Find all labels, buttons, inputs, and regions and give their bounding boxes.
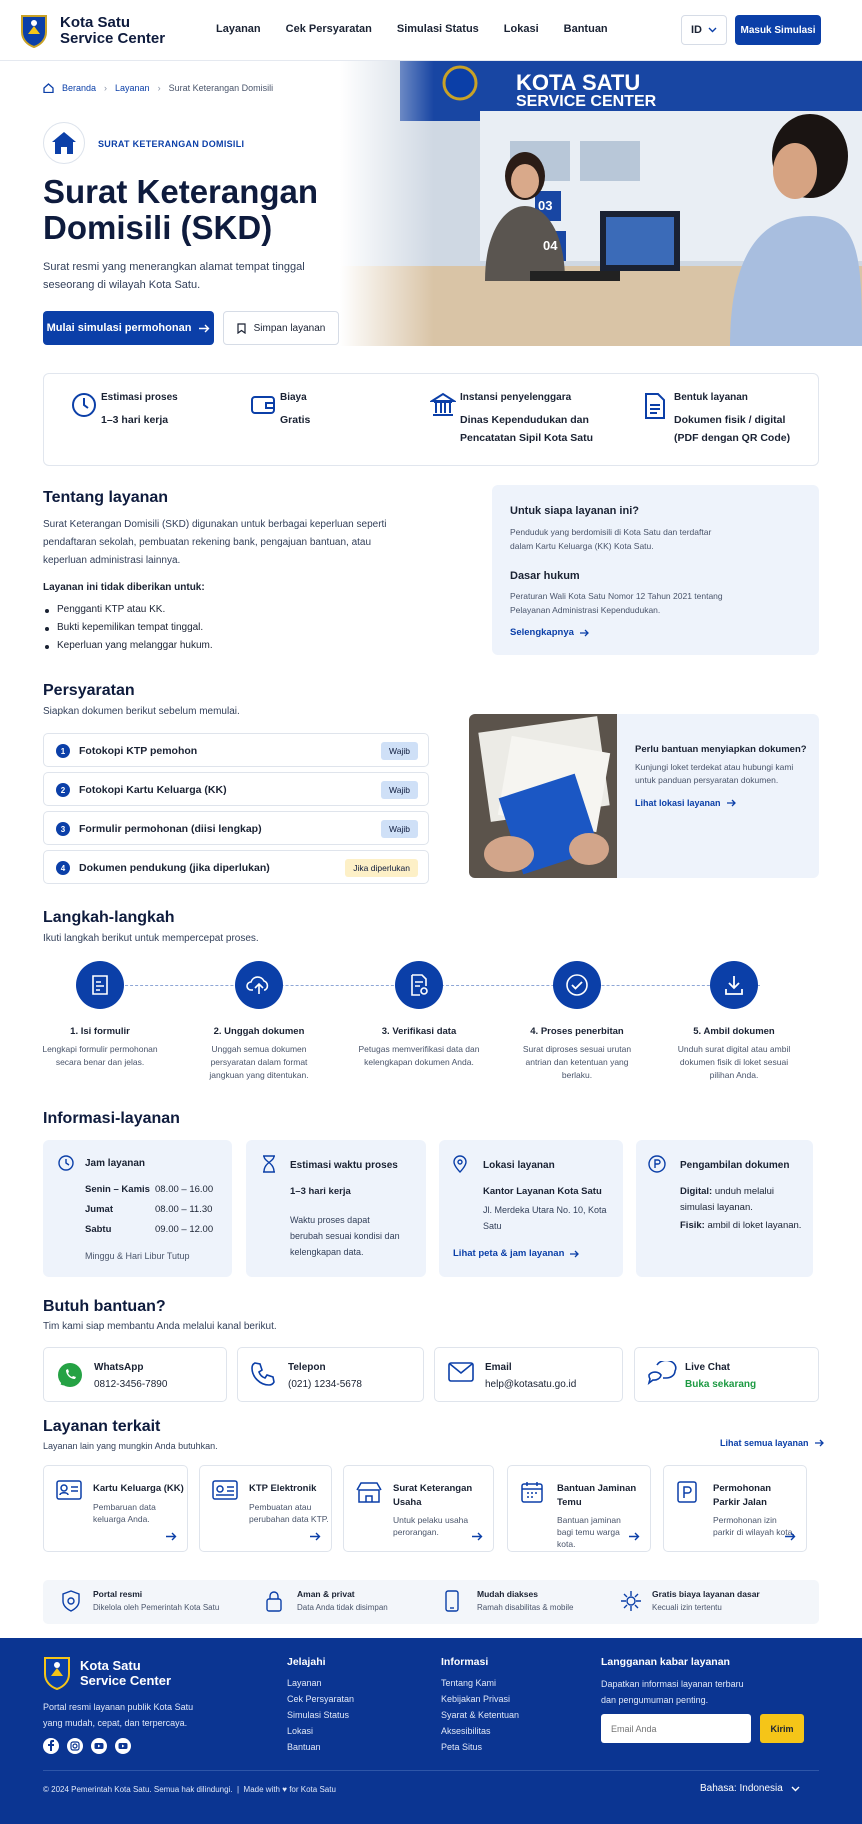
contact-label: WhatsApp: [94, 1362, 144, 1373]
newsletter-body: Dapatkan informasi layanan terbaru dan pengumuman penting.: [601, 1679, 744, 1705]
footer-col1-title: Jelajahi: [287, 1656, 326, 1668]
hours-time: 08.00 – 16.00: [155, 1184, 214, 1195]
mobile-phone-icon: [445, 1590, 459, 1612]
step-2-circle: [235, 961, 283, 1009]
step-desc: Petugas memverifikasi data dan kelengkapan dokumen Anda.: [358, 1044, 480, 1067]
main-nav: [216, 23, 633, 35]
arrow-right-icon: [785, 1532, 796, 1541]
required-badge: Wajib: [381, 781, 418, 799]
pickup-digital: [680, 1184, 805, 1216]
document-help-panel: [469, 714, 819, 878]
service-summary: [43, 373, 819, 466]
related-card-parkir[interactable]: [663, 1465, 807, 1552]
check-circle-icon: [565, 973, 589, 997]
start-simulation-label: Mulai simulasi permohonan: [46, 322, 192, 334]
related-card-title: Permohonan Parkir Jalan: [713, 1483, 772, 1508]
step-title: 3. Verifikasi data: [381, 1026, 457, 1037]
not-for-item: Bukti kepemilikan tempat tinggal.: [57, 622, 204, 633]
requirement-item: [43, 811, 429, 845]
parking-icon: [676, 1480, 698, 1504]
arrow-right-icon: [727, 799, 737, 807]
breadcrumb-current: Surat Keterangan Domisili: [168, 83, 274, 93]
phone-icon: [250, 1361, 276, 1387]
start-simulation-button[interactable]: [43, 311, 214, 345]
hours-day: Senin – Kamis: [85, 1184, 150, 1195]
hours-day: Sabtu: [85, 1224, 112, 1235]
trust-desc: Kecuali izin tertentu: [652, 1603, 722, 1612]
step-1-circle: [76, 961, 124, 1009]
footer-link[interactable]: Lokasi: [287, 1726, 314, 1736]
wallet-icon: [250, 392, 276, 416]
footer-link[interactable]: Kebijakan Privasi: [441, 1694, 511, 1704]
footer-language-value: Bahasa: Indonesia: [700, 1783, 783, 1794]
nav-cek-persyaratan[interactable]: Cek Persyaratan: [285, 23, 372, 35]
not-for-title: Layanan ini tidak diberikan untuk:: [43, 582, 205, 593]
footer-link[interactable]: Layanan: [287, 1678, 322, 1688]
city-crest-logo[interactable]: [20, 14, 48, 48]
social-links: [43, 1738, 131, 1754]
facebook-icon[interactable]: [43, 1738, 59, 1754]
related-card-ktp[interactable]: [199, 1465, 332, 1552]
bookmark-icon: [237, 323, 246, 334]
arrow-right-icon: [629, 1532, 640, 1541]
language-select[interactable]: [681, 15, 727, 45]
requirement-number: 1: [56, 744, 70, 758]
requirement-item: [43, 733, 429, 767]
parking-pickup-icon: [648, 1155, 666, 1173]
documents-photo: [469, 714, 617, 878]
calendar-icon: [520, 1480, 544, 1504]
step-title: 1. Isi formulir: [70, 1026, 130, 1037]
step-desc: Unggah semua dokumen persyaratan dalam format jangkuan yang ditentukan.: [209, 1044, 309, 1080]
step-3-circle: [395, 961, 443, 1009]
newsletter-title: Langganan kabar layanan: [601, 1656, 730, 1668]
contact-label: Telepon: [288, 1362, 326, 1373]
optional-badge: Jika diperlukan: [345, 859, 418, 877]
contact-value: 0812-3456-7890: [94, 1379, 168, 1390]
sign-text: [516, 70, 657, 111]
requirement-number: 4: [56, 861, 70, 875]
trust-title: Portal resmi: [93, 1589, 143, 1599]
contact-value: Buka sekarang: [685, 1379, 757, 1390]
sparkle-icon: [620, 1590, 642, 1612]
read-more-link[interactable]: [510, 627, 590, 638]
related-card-desc: Pembuatan atau perubahan data KTP.: [249, 1502, 329, 1524]
chevron-right-icon: ›: [157, 83, 161, 93]
nav-layanan[interactable]: Layanan: [216, 23, 261, 35]
trust-title: Gratis biaya layanan dasar: [652, 1589, 760, 1599]
summary-label: Instansi penyelenggara: [460, 392, 572, 403]
footer-tagline: Portal resmi layanan publik Kota Satu yang mudah, cepat, dan terpercaya.: [43, 1702, 194, 1728]
youtube-alt-icon[interactable]: [115, 1738, 131, 1754]
trust-title: Aman & privat: [297, 1589, 355, 1599]
government-building-icon: [430, 392, 456, 418]
related-card-desc: Bantuan jaminan bagi temu warga kota.: [557, 1515, 621, 1549]
document-search-icon: [407, 973, 431, 997]
clock-icon: [71, 392, 97, 418]
hero-photo: [340, 61, 862, 346]
summary-value: 1–3 hari kerja: [101, 414, 169, 426]
nav-bantuan[interactable]: Bantuan: [563, 23, 608, 35]
who-title: Untuk siapa layanan ini?: [510, 505, 639, 517]
law-body: Peraturan Wali Kota Satu Nomor 12 Tahun 2021 tentang Pelayanan Administrasi Kependudukan.: [510, 591, 723, 615]
document-icon: [644, 392, 666, 420]
related-card-title: Surat Keterangan Usaha: [393, 1483, 473, 1508]
hours-day: Jumat: [85, 1204, 113, 1215]
help-doc-title: Perlu bantuan menyiapkan dokumen?: [635, 744, 807, 755]
process-time-value: 1–3 hari kerja: [290, 1186, 351, 1197]
step-desc: Surat diproses sesuai urutan antrian dan ketentuan yang berlaku.: [522, 1044, 632, 1080]
service-kicker: SURAT KETERANGAN DOMISILI: [98, 139, 245, 149]
brand-name[interactable]: [60, 15, 165, 47]
related-card-desc: Permohonan izin parkir di wilayah kota.: [713, 1515, 795, 1537]
pickup-fisik: [680, 1218, 805, 1234]
newsletter-send-button[interactable]: Kirim: [760, 1714, 804, 1743]
summary-value: Dinas Kependudukan dan Pencatatan Sipil Kota Satu: [460, 414, 594, 444]
see-location-label: Lihat lokasi layanan: [635, 798, 721, 808]
contact-value: (021) 1234-5678: [288, 1379, 362, 1390]
help-subtitle: Tim kami siap membantu Anda melalui kanal berikut.: [43, 1321, 277, 1332]
download-icon: [723, 974, 745, 996]
lock-icon: [265, 1590, 283, 1612]
trust-desc: Ramah disabilitas & mobile: [477, 1603, 574, 1612]
steps-subtitle: Ikuti langkah berikut untuk mempercepat proses.: [43, 933, 259, 944]
site-footer: [0, 1638, 862, 1824]
id-card-icon: [212, 1480, 238, 1500]
language-value: ID: [691, 24, 702, 36]
login-simulation-button[interactable]: Masuk Simulasi: [735, 15, 821, 45]
footer-brand-line-1: Kota Satu: [80, 1658, 141, 1673]
related-card-kk[interactable]: [43, 1465, 188, 1552]
requirements-title: Persyaratan: [43, 682, 135, 699]
live-chat-contact[interactable]: [634, 1347, 819, 1402]
related-card-title: Kartu Keluarga (KK): [93, 1483, 184, 1494]
steps-title: Langkah-langkah: [43, 909, 175, 926]
arrow-right-icon: [570, 1250, 580, 1258]
chevron-right-icon: ›: [104, 83, 108, 93]
requirements-subtitle: Siapkan dokumen berikut sebelum memulai.: [43, 706, 240, 717]
summary-biaya: [280, 392, 310, 429]
trust-desc: Data Anda tidak disimpan: [297, 1603, 388, 1612]
requirement-number: 2: [56, 783, 70, 797]
footer-divider: [43, 1770, 819, 1771]
help-title: Butuh bantuan?: [43, 1298, 166, 1315]
chevron-down-icon: [791, 1786, 800, 1792]
trust-item: [93, 1589, 219, 1612]
cloud-upload-icon: [246, 974, 272, 996]
made-with-text: Made with ♥ for Kota Satu: [243, 1785, 336, 1794]
shop-icon: [356, 1480, 382, 1504]
instagram-icon[interactable]: [67, 1738, 83, 1754]
process-time-title: Estimasi waktu proses: [290, 1160, 398, 1171]
hours-card: [43, 1140, 232, 1277]
about-body: Surat Keterangan Domisili (SKD) digunakan untuk berbagai keperluan seperti pendaftaran sekolah, pembuatan rekening bank, pengajuan bantuan, atau keperluan administrasi lainnya.: [43, 519, 387, 566]
hours-note: Minggu & Hari Libur Tutup: [85, 1251, 190, 1261]
summary-estimasi: [101, 392, 178, 429]
arrow-right-icon: [580, 629, 590, 637]
copyright-text: © 2024 Pemerintah Kota Satu. Semua hak dilindungi.: [43, 1785, 233, 1794]
info-title: Informasi-layanan: [43, 1110, 180, 1127]
see-all-services-link[interactable]: [720, 1438, 825, 1448]
nav-simulasi-status[interactable]: Simulasi Status: [396, 23, 479, 35]
location-card: [439, 1140, 623, 1277]
related-card-desc: Pembaruan data keluarga Anda.: [93, 1502, 156, 1524]
city-crest-logo[interactable]: [43, 1656, 71, 1690]
hours-time: 08.00 – 11.30: [155, 1204, 213, 1215]
pickup-digital-text: unduh melalui simulasi layanan.: [680, 1186, 774, 1213]
clipboard-edit-icon: [88, 973, 112, 997]
related-title: Layanan terkait: [43, 1418, 161, 1435]
contact-label: Email: [485, 1362, 512, 1373]
read-more-label: Selengkapnya: [510, 627, 574, 638]
footer-brand-line-2: Service Center: [80, 1673, 172, 1688]
contact-label: Live Chat: [685, 1362, 731, 1373]
footer-col2-title: Informasi: [441, 1656, 489, 1668]
location-name: Kantor Layanan Kota Satu: [483, 1186, 602, 1197]
copyright: © 2024 Pemerintah Kota Satu. Semua hak dilindungi. | Made with ♥ for Kota Satu: [43, 1785, 336, 1794]
requirement-number: 3: [56, 822, 70, 836]
page-subtitle: Surat resmi yang menerangkan alamat tempat tinggal seseorang di wilayah Kota Satu.: [43, 261, 305, 291]
mail-icon: [447, 1361, 475, 1383]
footer-language-select[interactable]: [700, 1783, 800, 1794]
not-for-item: Keperluan yang melanggar hukum.: [57, 640, 213, 651]
pickup-card: [636, 1140, 813, 1277]
related-card-sku[interactable]: [343, 1465, 494, 1552]
brand-line-1: Kota Satu: [60, 14, 131, 31]
counter-number-03: 03: [538, 198, 553, 213]
step-desc: Unduh surat digital atau ambil dokumen fisik di loket sesuai pilihan Anda.: [677, 1044, 791, 1080]
top-header: [0, 0, 862, 61]
contact-value: help@kotasatu.go.id: [485, 1379, 577, 1390]
hours-title: Jam layanan: [85, 1158, 146, 1169]
house-icon: [51, 131, 77, 155]
home-icon[interactable]: [43, 83, 54, 93]
law-title: Dasar hukum: [510, 570, 580, 582]
newsletter-email-input[interactable]: [601, 1714, 751, 1743]
hours-time: 09.00 – 12.00: [155, 1224, 214, 1235]
arrow-right-icon: [310, 1532, 321, 1541]
arrow-right-icon: [199, 324, 210, 333]
save-service-label: Simpan layanan: [253, 322, 326, 334]
see-all-label: Lihat semua layanan: [720, 1438, 809, 1448]
footer-link[interactable]: Peta Situs: [441, 1742, 483, 1752]
arrow-right-icon: [815, 1439, 825, 1447]
email-contact[interactable]: [434, 1347, 623, 1402]
requirement-label: Formulir permohonan (diisi lengkap): [79, 823, 262, 835]
requirement-label: Fotokopi KTP pemohon: [79, 745, 198, 757]
nav-lokasi[interactable]: Lokasi: [503, 23, 539, 35]
summary-label: Bentuk layanan: [674, 392, 748, 403]
requirement-item: [43, 772, 429, 806]
summary-instansi: [460, 392, 610, 447]
footer-link[interactable]: Simulasi Status: [287, 1710, 350, 1720]
whatsapp-icon: [56, 1361, 84, 1389]
help-doc-body: Kunjungi loket terdekat atau hubungi kami untuk panduan persyaratan dokumen.: [635, 762, 794, 785]
who-body: Penduduk yang berdomisili di Kota Satu dan terdaftar dalam Kartu Keluarga (KK) Kota Satu.: [510, 527, 712, 551]
related-card-title: Bantuan Jaminan Temu: [557, 1483, 637, 1508]
summary-value: Gratis: [280, 414, 311, 426]
map-link[interactable]: [453, 1248, 580, 1259]
breadcrumb-layanan[interactable]: Layanan: [115, 83, 150, 93]
step-desc: Lengkapi formulir permohonan secara benar dan jelas.: [42, 1044, 158, 1067]
see-location-link[interactable]: [635, 798, 737, 808]
requirement-label: Fotokopi Kartu Keluarga (KK): [79, 784, 227, 796]
related-card-bantuan[interactable]: [507, 1465, 651, 1552]
pickup-fisik-text: ambil di loket layanan.: [707, 1220, 802, 1231]
youtube-icon[interactable]: [91, 1738, 107, 1754]
map-pin-icon: [453, 1155, 467, 1173]
brand-line-2: Service Center: [60, 30, 166, 47]
step-title: 4. Proses penerbitan: [530, 1026, 624, 1037]
whatsapp-contact[interactable]: [43, 1347, 227, 1402]
location-address: Jl. Merdeka Utara No. 10, Kota Satu: [483, 1205, 607, 1231]
pickup-fisik-label: Fisik:: [680, 1220, 705, 1231]
service-badge: [43, 122, 85, 164]
sign-line-1: KOTA SATU: [516, 70, 641, 95]
footer-link[interactable]: Aksesibilitas: [441, 1726, 491, 1736]
step-5-circle: [710, 961, 758, 1009]
hourglass-icon: [262, 1155, 276, 1173]
clock-icon: [58, 1155, 74, 1171]
summary-value: Dokumen fisik / digital (PDF dengan QR Code): [674, 414, 791, 444]
sign-line-2: SERVICE CENTER: [516, 93, 657, 110]
counter-number-04: 04: [543, 238, 558, 253]
process-time-note: Waktu proses dapat berubah sesuai kondisi dan kelengkapan data.: [290, 1215, 400, 1257]
chat-bubble-icon: [647, 1361, 677, 1387]
map-link-label: Lihat peta & jam layanan: [453, 1248, 565, 1259]
not-for-item: Pengganti KTP atau KK.: [57, 604, 166, 615]
pickup-digital-label: Digital:: [680, 1186, 713, 1197]
related-card-title: KTP Elektronik: [249, 1483, 317, 1494]
footer-link[interactable]: Cek Persyaratan: [287, 1694, 355, 1704]
save-service-button[interactable]: [223, 311, 339, 345]
eligibility-panel: [492, 485, 819, 655]
trust-item: [297, 1589, 388, 1612]
trust-item: [652, 1589, 760, 1612]
related-subtitle: Layanan lain yang mungkin Anda butuhkan.: [43, 1441, 218, 1451]
summary-label: Biaya: [280, 392, 307, 403]
shield-icon: [61, 1590, 81, 1612]
required-badge: Wajib: [381, 820, 418, 838]
required-badge: Wajib: [381, 742, 418, 760]
requirement-item: [43, 850, 429, 884]
footer-brand: [80, 1658, 171, 1688]
summary-label: Estimasi proses: [101, 392, 178, 403]
process-time-card: [246, 1140, 426, 1277]
phone-contact[interactable]: [237, 1347, 424, 1402]
step-title: 5. Ambil dokumen: [693, 1026, 775, 1037]
pickup-title: Pengambilan dokumen: [680, 1160, 790, 1171]
trust-title: Mudah diakses: [477, 1589, 538, 1599]
breadcrumb: [43, 83, 273, 93]
requirement-label: Dokumen pendukung (jika diperlukan): [79, 862, 270, 874]
chevron-down-icon: [708, 27, 717, 33]
footer-link[interactable]: Bantuan: [287, 1742, 321, 1752]
trust-desc: Dikelola oleh Pemerintah Kota Satu: [93, 1603, 220, 1612]
arrow-right-icon: [472, 1532, 483, 1541]
trust-bar: [43, 1580, 819, 1624]
family-card-icon: [56, 1480, 82, 1500]
arrow-right-icon: [166, 1532, 177, 1541]
breadcrumb-beranda[interactable]: Beranda: [62, 83, 97, 93]
footer-link[interactable]: Syarat & Ketentuan: [441, 1710, 520, 1720]
location-title: Lokasi layanan: [483, 1160, 555, 1171]
about-title: Tentang layanan: [43, 489, 169, 506]
step-title: 2. Unggah dokumen: [213, 1026, 305, 1037]
step-4-circle: [553, 961, 601, 1009]
trust-item: [477, 1589, 574, 1612]
summary-bentuk: [674, 392, 799, 447]
page-title: Surat Keterangan Domisili (SKD): [43, 173, 319, 246]
related-card-desc: Untuk pelaku usaha perorangan.: [393, 1515, 469, 1537]
footer-link[interactable]: Tentang Kami: [441, 1678, 497, 1688]
